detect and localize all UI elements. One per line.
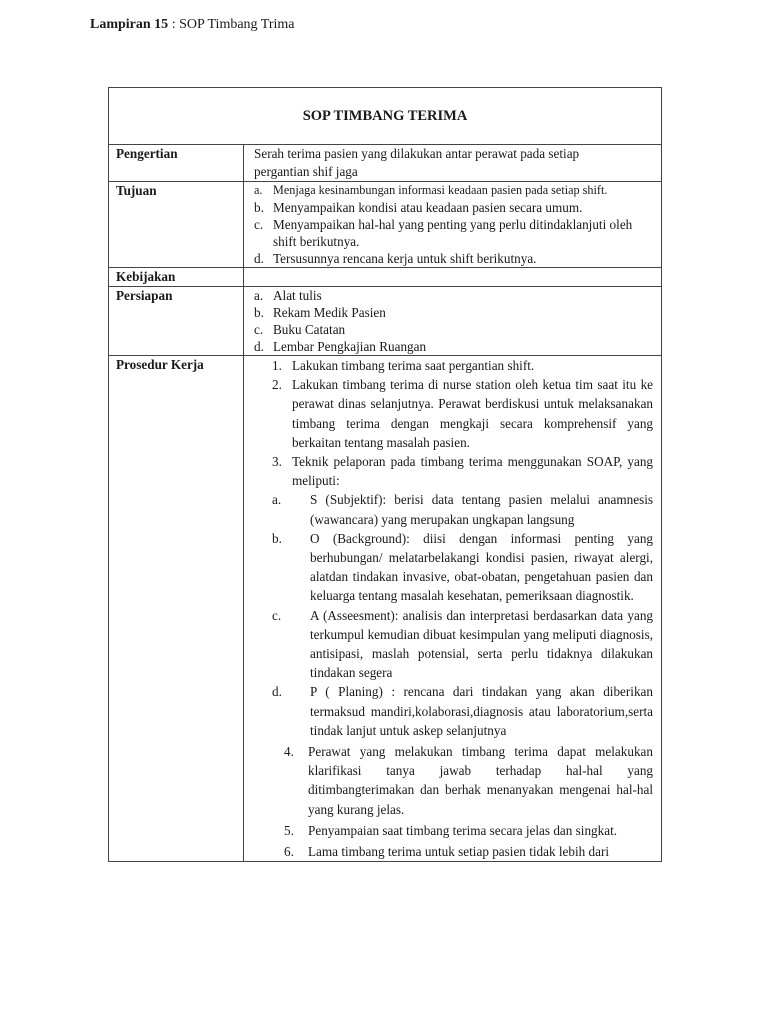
sop-title: SOP TIMBANG TERIMA [109,88,662,145]
title-row [109,88,662,145]
pengertian-line: Serah terima pasien yang dilakukan antar perawat pada setiap [254,146,580,161]
list-text: Menyampaikan hal-hal yang penting yang perlu ditindaklanjuti oleh shift berikutnya. [273,217,633,249]
list-text: Menjaga kesinambungan informasi keadaan pasien pada setiap shift. [273,183,608,197]
list-text: Perawat yang melakukan timbang terima dapat melakukan klarifikasi tanya jawab terhadap hal-hal yang ditimbangterimakan dan berhak menanyakan mengenai hal-hal yang kurang jelas. [308,744,654,817]
list-marker: d. [254,251,264,266]
list-marker: 4. [284,744,294,760]
list-item [254,742,653,819]
list-text: P ( Planing) : rencana dari tindakan yang akan diberikan termaksud mandiri,kolaborasi,diagnosis atau laboratorium,serta tindak lanjut untuk askep selanjutnya [310,684,654,738]
header-label: Lampiran 15 [90,17,169,32]
list-text: Buku Catatan [273,322,346,337]
list-item [254,452,653,740]
list-text: S (Subjektif): berisi data tentang pasien melalui anamnesis (wawancara) yang merupakan ungkapan langsung [310,492,654,527]
header-separator: : [168,17,180,32]
list-marker: 6. [284,844,294,860]
list-marker: b. [272,530,282,546]
list-item [254,821,653,840]
list-text: Penyampaian saat timbang terima secara jelas dan singkat. [308,822,618,838]
list-text: Lama timbang terima untuk setiap pasien tidak lebih dari [308,844,610,860]
list-item [254,304,655,321]
pengertian-line: pergantian shif jaga [254,164,358,179]
list-marker: d. [272,684,282,700]
list-marker: c. [254,217,264,232]
list-text: Rekam Medik Pasien [273,305,386,320]
label-persiapan: Persiapan [109,287,244,356]
list-marker: a. [254,288,264,303]
list-item [254,182,655,199]
list-marker: 1. [272,358,282,373]
soap-item [254,490,653,528]
prosedur-list [254,356,653,861]
soap-item [254,606,653,683]
list-marker: a. [272,492,282,508]
list-text: A (Asseesment): analisis dan interpretasi berdasarkan data yang terkumpul kemudian dibuat kesimpulan yang meliputi diagnosis, antisipasi, maslah potensial, serta perlu tidaknya dilakukan tindakan segera [310,607,654,681]
list-marker: 3. [272,454,282,470]
value-persiapan [244,287,662,356]
list-marker: b. [254,200,264,215]
list-marker: b. [254,305,264,320]
label-tujuan: Tujuan [109,182,244,268]
row-persiapan [109,287,662,356]
label-pengertian: Pengertian [109,145,244,182]
row-pengertian [109,145,662,182]
list-item [254,356,653,375]
list-item [254,375,653,452]
list-text: Menyampaikan kondisi atau keadaan pasien secara umum. [273,200,583,215]
list-marker: d. [254,339,264,354]
tujuan-list [254,182,655,267]
list-item [254,216,655,250]
page-header [90,17,295,33]
row-kebijakan [109,268,662,287]
list-item [254,199,655,216]
label-prosedur: Prosedur Kerja [109,356,244,862]
label-kebijakan: Kebijakan [109,268,244,287]
list-text: O (Background): diisi dengan informasi penting yang berhubungan/ melatarbelakangi kondisi pasien, riwayat alergi, alatdan tindakan invasive, obat-obatan, pengetahuan pasien dan keluarga tentang masalah kesehatan, pemeriksaan diagnostik. [310,530,654,604]
header-title: SOP Timbang Trima [179,17,295,32]
list-text: Lakukan timbang terima di nurse station oleh ketua tim saat itu ke perawat dinas selanjutnya. Perawat berdiskusi untuk melaksanakan timbang terima dengan mengkaji secara komprehensif yang berkaitan tentang masalah pasien. [292,377,654,450]
list-marker: 5. [284,822,294,838]
sop-table [108,87,662,862]
list-item [254,250,655,267]
list-marker: a. [254,183,263,197]
list-text: Lembar Pengkajian Ruangan [273,339,427,354]
soap-item [254,682,653,740]
row-prosedur [109,356,662,862]
list-item [254,842,653,861]
persiapan-list [254,287,655,355]
list-marker: 2. [272,377,282,393]
value-pengertian [244,145,662,182]
row-tujuan [109,182,662,268]
value-tujuan [244,182,662,268]
soap-list [254,490,653,740]
list-marker: c. [272,607,282,623]
list-item [254,287,655,304]
list-text: Alat tulis [273,288,322,303]
list-text: Teknik pelaporan pada timbang terima menggunakan SOAP, yang meliputi: [292,454,654,489]
value-kebijakan [244,268,662,287]
list-item [254,338,655,355]
list-text: Lakukan timbang terima saat pergantian shift. [292,358,535,373]
value-prosedur [244,356,662,862]
list-text: Tersusunnya rencana kerja untuk shift berikutnya. [273,251,537,266]
list-item [254,321,655,338]
soap-item [254,529,653,606]
list-marker: c. [254,322,264,337]
